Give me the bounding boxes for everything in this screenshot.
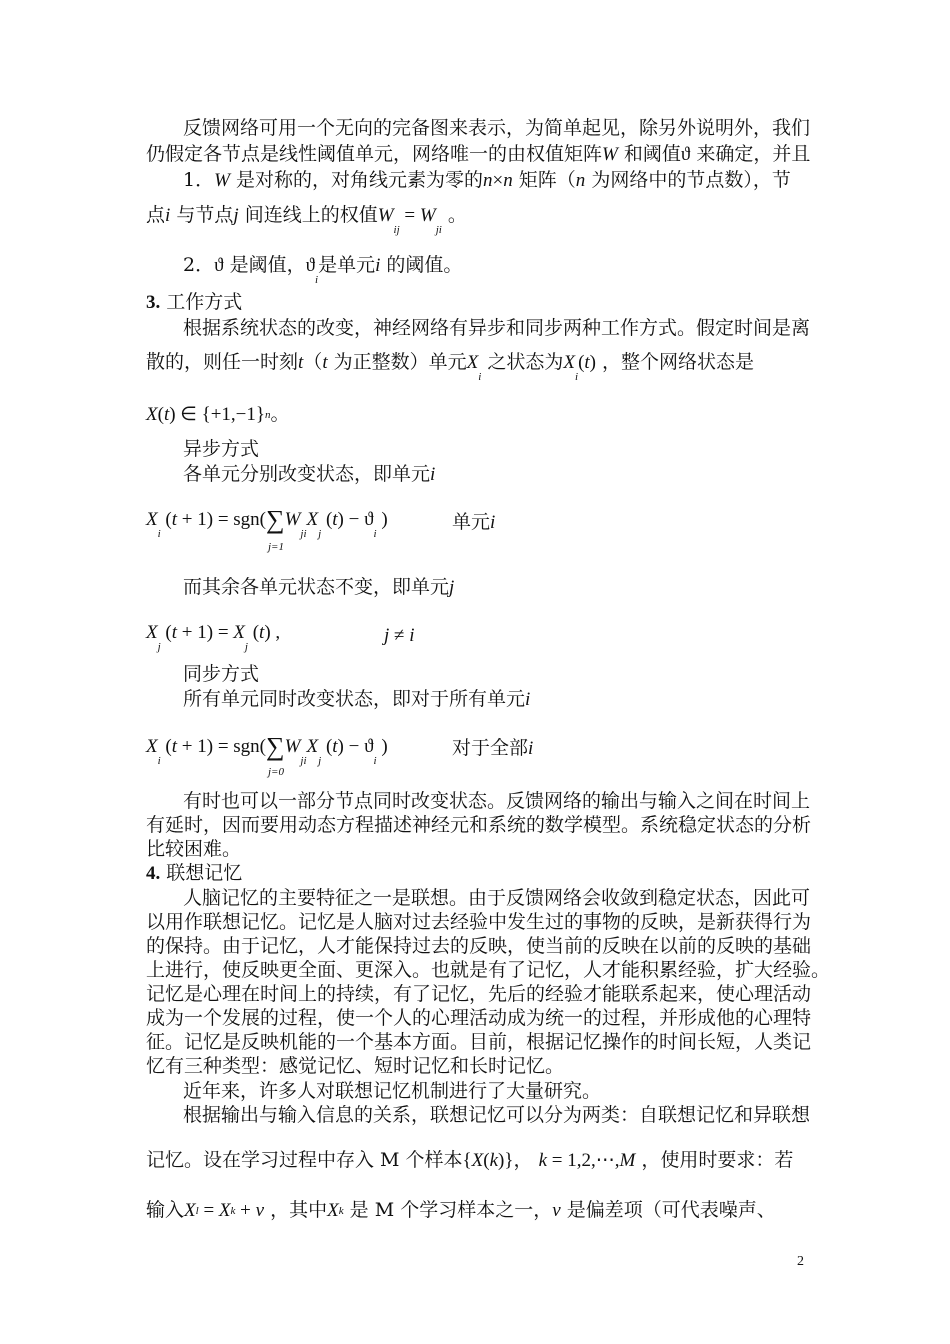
sync-sum-limit: j=0 <box>268 766 284 778</box>
condition-1-line-2: 点i 与节点j 间连线上的权值$W_{ij} = W_{ji}$ 。 <box>146 204 467 236</box>
async-formula: $X_i$ $(t + 1) = sgn(\sum W_{ji}X_j$ $(t) - ϑ_i$ ) <box>146 505 388 540</box>
intro-line-2: 仍假定各节点是线性阈值单元，网络唯一的由权值矩阵W 和阈值ϑ 来确定，并且 <box>146 143 811 165</box>
rest-desc: 而其余各单元状态不变，即单元j <box>183 576 455 598</box>
p7-line-2: 记忆。设在学习过程中存入 M 个样本{X(k)}， k = 1,2,⋯,M ，使用时要求：若 <box>146 1149 794 1171</box>
p5-line-4: 上进行，使反映更全面、更深入。也就是有了记忆，人才能积累经验，扩大经验。 <box>146 959 831 981</box>
p4-line-3: 比较困难。 <box>146 838 242 860</box>
p5-line-5: 记忆是心理在时间上的持续，有了记忆，先后的经验才能联系起来，使心理活动 <box>146 983 812 1005</box>
rest-formula: $X_j$ $(t + 1) = X_j$ (t) , <box>146 622 281 653</box>
p5-line-2: 以用作联想记忆。记忆是人脑对过去经验中发生过的事物的反映，是新获得行为 <box>146 911 812 933</box>
sync-formula: $X_i$ $(t + 1) = sgn(\sum W_{ji}X_j$ $(t) - ϑ_i$ ) <box>146 732 388 767</box>
condition-2: 2．ϑ 是阈值，$ϑ_i$是单元i 的阈值。 <box>183 254 463 286</box>
p5-line-8: 忆有三种类型：感觉记忆、短时记忆和长时记忆。 <box>146 1055 565 1077</box>
p5-line-1: 人脑记忆的主要特征之一是联想。由于反馈网络会收敛到稳定状态，因此可 <box>183 887 811 909</box>
p4-line-2: 有延时，因而要用动态方程描述神经元和系统的数学模型。系统稳定状态的分析 <box>146 814 812 836</box>
p7-line-3: 输入Xl = Xk + v ，其中Xk 是 M 个学习样本之一，v 是偏差项（可代表噪声、 <box>146 1199 776 1221</box>
condition-1-line-1: 1．W 是对称的，对角线元素为零的n×n 矩阵（n 为网络中的节点数），节 <box>183 169 791 191</box>
p7-line-1: 根据输出与输入信息的关系，联想记忆可以分为两类：自联想记忆和异联想 <box>183 1104 811 1126</box>
section-4-heading: 4. 联想记忆 <box>146 862 243 884</box>
async-label: 单元i <box>452 511 496 533</box>
sec3-para-line-2: 散的，则任一时刻t（t 为正整数）单元$X_i$ 之状态为$X_i(t)$ ，整个网络状态是 <box>146 351 755 383</box>
sync-title: 同步方式 <box>183 663 260 685</box>
async-sum-limit: j=1 <box>268 541 284 553</box>
p6-line-1: 近年来，许多人对联想记忆机制进行了大量研究。 <box>183 1080 602 1102</box>
async-desc: 各单元分别改变状态，即单元i <box>183 463 436 485</box>
rest-condition: j ≠ i <box>384 625 415 646</box>
p5-line-6: 成为一个发展的过程，使一个人的心理活动成为统一的过程，并形成他的心理特 <box>146 1007 812 1029</box>
section-3-heading: 3. 工作方式 <box>146 291 243 313</box>
sync-label: 对于全部i <box>452 737 534 759</box>
async-title: 异步方式 <box>183 438 260 460</box>
p4-line-1: 有时也可以一部分节点同时改变状态。反馈网络的输出与输入之间在时间上 <box>183 790 811 812</box>
p5-line-3: 的保持。由于记忆，人才能保持过去的反映，使当前的反映在以前的反映的基础 <box>146 935 812 957</box>
network-state-formula: X(t) ∈ {+1,−1}n。 <box>146 403 290 425</box>
p5-line-7: 征。记忆是反映机能的一个基本方面。目前，根据记忆操作的时间长短，人类记 <box>146 1031 812 1053</box>
page-number: 2 <box>797 1254 804 1269</box>
sec3-para-line-1: 根据系统状态的改变，神经网络有异步和同步两种工作方式。假定时间是离 <box>183 317 811 339</box>
sync-desc: 所有单元同时改变状态，即对于所有单元i <box>183 688 531 710</box>
intro-line-1: 反馈网络可用一个无向的完备图来表示，为简单起见，除另外说明外，我们 <box>183 117 811 139</box>
